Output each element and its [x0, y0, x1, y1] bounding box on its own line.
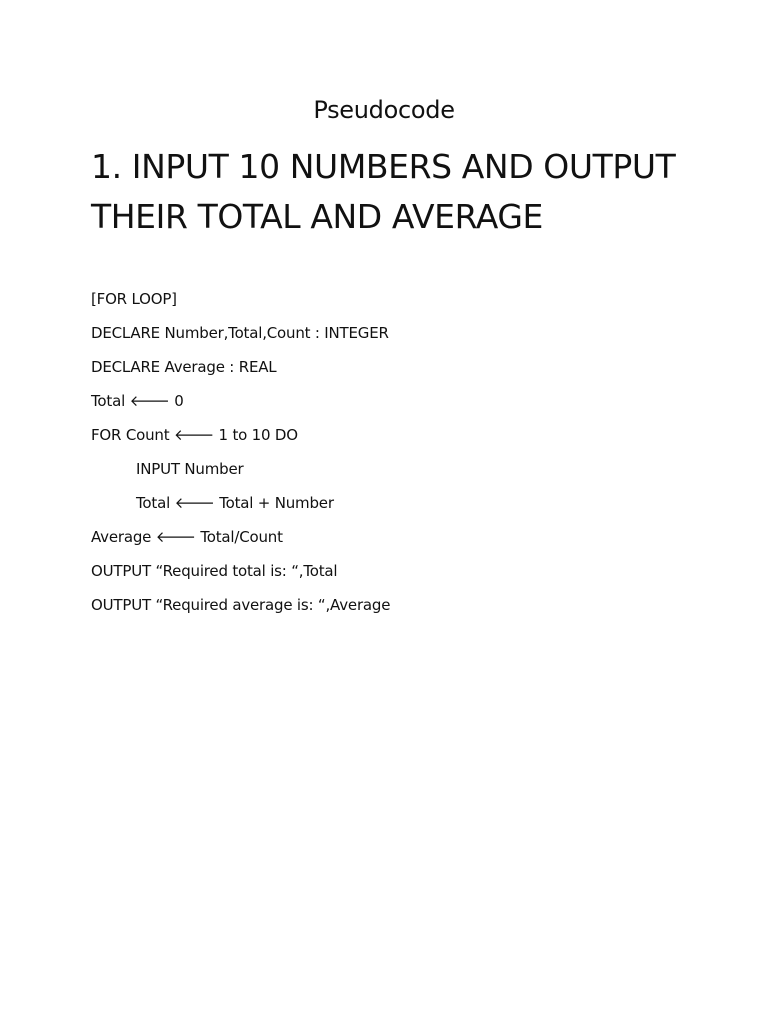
section-heading: 1. INPUT 10 NUMBERS AND OUTPUT THEIR TOTAL AND AVERAGE [91, 147, 676, 236]
code-line: Total 🡐 0 [91, 392, 184, 410]
code-line: Average 🡐 Total/Count [91, 528, 283, 546]
code-line: Total 🡐 Total + Number [136, 494, 334, 512]
pseudocode-block [91, 289, 711, 629]
code-line: OUTPUT “Required total is: “,Total [91, 562, 338, 580]
code-line: INPUT Number [136, 460, 244, 478]
code-line: FOR Count 🡐 1 to 10 DO [91, 426, 298, 444]
document-title: Pseudocode [313, 96, 455, 124]
code-line: DECLARE Average : REAL [91, 358, 277, 376]
code-line: OUTPUT “Required average is: “,Average [91, 596, 391, 614]
code-line: DECLARE Number,Total,Count : INTEGER [91, 324, 389, 342]
code-line: [FOR LOOP] [91, 290, 177, 308]
